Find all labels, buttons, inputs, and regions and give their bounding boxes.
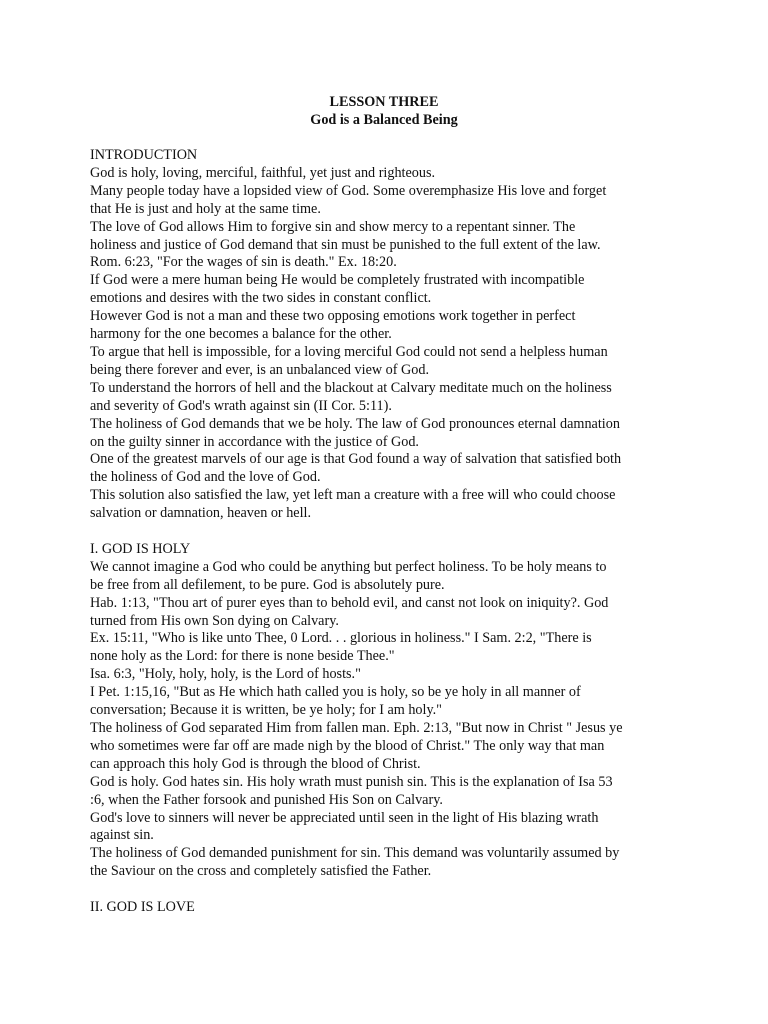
- text-line: However God is not a man and these two opposing emotions work together in perfect: [90, 308, 576, 325]
- text-line: Many people today have a lopsided view of God. Some overemphasize His love and forget: [90, 182, 607, 199]
- text-line: be free from all defilement, to be pure. God is absolutely pure.: [90, 576, 445, 593]
- section-1-heading: I. GOD IS HOLY: [90, 540, 191, 557]
- lesson-subtitle: God is a Balanced Being: [310, 111, 458, 128]
- paragraph: [90, 630, 690, 666]
- paragraph: [90, 272, 690, 308]
- section-1-paragraphs: [90, 559, 690, 881]
- text-line: We cannot imagine a God who could be anything but perfect holiness. To be holy means to: [90, 558, 607, 575]
- paragraph: [90, 416, 690, 452]
- text-line: the holiness of God and the love of God.: [90, 469, 321, 486]
- text-line: Rom. 6:23, "For the wages of sin is death." Ex. 18:20.: [90, 254, 397, 271]
- text-line: conversation; Because it is written, be ye holy; for I am holy.": [90, 702, 442, 719]
- paragraph: [90, 666, 690, 684]
- text-line: Hab. 1:13, "Thou art of purer eyes than to behold evil, and canst not look on iniquity?. God: [90, 594, 609, 611]
- document-body: [90, 147, 690, 917]
- section-spacer: [90, 881, 690, 899]
- paragraph: [90, 344, 690, 380]
- section-2-heading: II. GOD IS LOVE: [90, 899, 195, 916]
- text-line: on the guilty sinner in accordance with the justice of God.: [90, 433, 419, 450]
- paragraph: [90, 720, 690, 774]
- text-line: If God were a mere human being He would be completely frustrated with incompatible: [90, 272, 585, 289]
- paragraph: [90, 684, 690, 720]
- text-line: The holiness of God demanded punishment for sin. This demand was voluntarily assumed by: [90, 845, 620, 862]
- text-line: The holiness of God demands that we be holy. The law of God pronounces eternal damnation: [90, 415, 620, 432]
- text-line: against sin.: [90, 827, 154, 844]
- text-line: I Pet. 1:15,16, "But as He which hath called you is holy, so be ye holy in all manner of: [90, 684, 581, 701]
- text-line: and severity of God's wrath against sin (II Cor. 5:11).: [90, 397, 392, 414]
- text-line: :6, when the Father forsook and punished His Son on Calvary.: [90, 791, 443, 808]
- text-line: salvation or damnation, heaven or hell.: [90, 505, 312, 522]
- text-line: To argue that hell is impossible, for a loving merciful God could not send a helpless human: [90, 343, 608, 360]
- text-line: harmony for the one becomes a balance for the other.: [90, 326, 392, 343]
- text-line: who sometimes were far off are made nigh by the blood of Christ." The only way that man: [90, 737, 605, 754]
- text-line: emotions and desires with the two sides in constant conflict.: [90, 290, 432, 307]
- intro-heading: INTRODUCTION: [90, 147, 198, 163]
- paragraph: [90, 810, 690, 846]
- text-line: God is holy. God hates sin. His holy wrath must punish sin. This is the explanation of Isa 53: [90, 773, 613, 790]
- text-line: Ex. 15:11, "Who is like unto Thee, 0 Lord. . . glorious in holiness." I Sam. 2:2, "There is: [90, 630, 592, 647]
- text-line: the Saviour on the cross and completely satisfied the Father.: [90, 863, 432, 880]
- text-line: The love of God allows Him to forgive sin and show mercy to a repentant sinner. The: [90, 218, 576, 235]
- text-line: To understand the horrors of hell and the blackout at Calvary meditate much on the holiness: [90, 379, 612, 396]
- paragraph: [90, 774, 690, 810]
- paragraph: [90, 451, 690, 487]
- paragraph: [90, 183, 690, 219]
- text-line: God's love to sinners will never be appreciated until seen in the light of His blazing wrath: [90, 809, 599, 826]
- intro-paragraphs: [90, 165, 690, 523]
- text-line: can approach this holy God is through the blood of Christ.: [90, 755, 421, 772]
- text-line: The holiness of God separated Him from fallen man. Eph. 2:13, "But now in Christ " Jesus ye: [90, 719, 623, 736]
- lesson-label: LESSON THREE: [329, 94, 439, 110]
- paragraph: [90, 219, 690, 273]
- paragraph: [90, 487, 690, 523]
- text-line: turned from His own Son dying on Calvary.: [90, 612, 339, 629]
- paragraph: [90, 845, 690, 881]
- paragraph: [90, 559, 690, 595]
- text-line: none holy as the Lord: for there is none beside Thee.": [90, 648, 395, 665]
- text-line: being there forever and ever, is an unbalanced view of God.: [90, 361, 430, 378]
- text-line: Isa. 6:3, "Holy, holy, holy, is the Lord of hosts.": [90, 666, 361, 683]
- text-line: This solution also satisfied the law, yet left man a creature with a free will who could choose: [90, 487, 616, 504]
- title-block: [0, 94, 768, 129]
- text-line: One of the greatest marvels of our age is that God found a way of salvation that satisfied both: [90, 451, 622, 468]
- paragraph: [90, 308, 690, 344]
- section-spacer: [90, 523, 690, 541]
- paragraph: [90, 380, 690, 416]
- text-line: holiness and justice of God demand that sin must be punished to the full extent of the law.: [90, 236, 601, 253]
- text-line: that He is just and holy at the same time.: [90, 200, 321, 217]
- text-line: God is holy, loving, merciful, faithful, yet just and righteous.: [90, 164, 436, 181]
- paragraph: [90, 165, 690, 183]
- paragraph: [90, 595, 690, 631]
